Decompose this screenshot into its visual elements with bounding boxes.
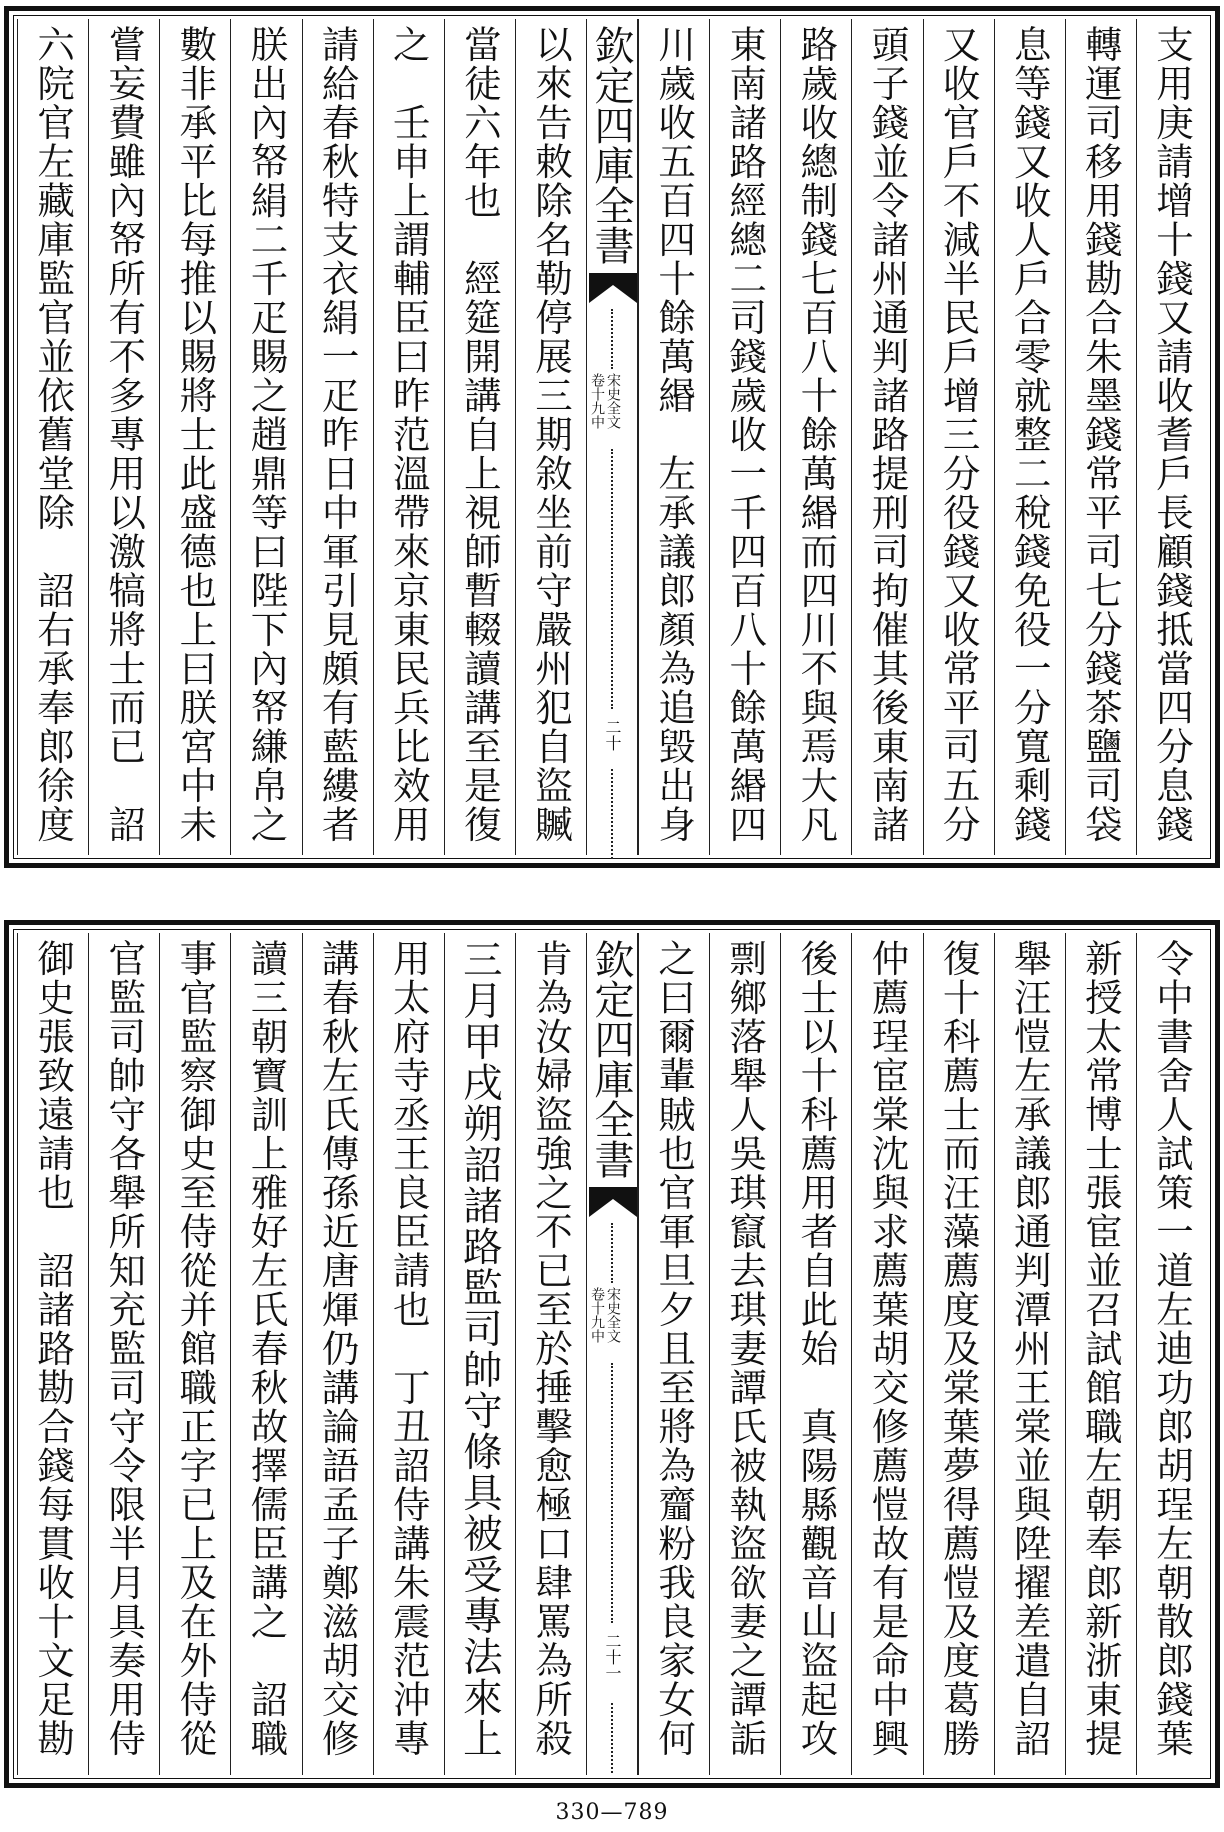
spine-dashed-rule xyxy=(611,1363,615,1623)
column-top-l3 xyxy=(373,19,444,855)
column-bottom-r5 xyxy=(851,933,922,1775)
spine-volume: 卷十九中 xyxy=(589,373,605,429)
column-text: 轉運司移用錢勘合朱墨錢常平司七分錢茶鹽司袋 xyxy=(1078,25,1123,844)
column-bottom-r8 xyxy=(638,933,709,1775)
column-text: 息等錢又收人戶合零就整二稅錢免役一分寬剩錢 xyxy=(1007,25,1052,844)
column-top-l5 xyxy=(230,19,301,855)
column-bottom-r4 xyxy=(923,933,994,1775)
spine-top xyxy=(586,19,638,855)
spine-page-marker: 二十 xyxy=(603,719,622,751)
column-text: 三月甲戌朔詔諸路監司帥守條具被受專法來上 xyxy=(456,939,503,1759)
column-bottom-l6 xyxy=(159,933,230,1775)
column-text: 令中書舍人試策一道左迪功郎胡珵左朝散郎錢葉 xyxy=(1150,939,1194,1758)
page-top xyxy=(4,6,1220,868)
column-text: 剽鄉落舉人吳琪竄去琪妻譚氏被執盜欲妻之譚詬 xyxy=(723,939,768,1758)
column-top-l7 xyxy=(88,19,159,855)
fish-tail-mark-icon xyxy=(589,273,637,303)
column-top-r6 xyxy=(780,19,851,855)
column-bottom-r7 xyxy=(709,933,780,1775)
column-top-r7 xyxy=(709,19,780,855)
column-top-l2 xyxy=(444,19,515,855)
column-text: 之曰爾輩賊也官軍旦夕且至將為齏粉我良家女何 xyxy=(652,939,697,1758)
column-text: 之 壬申上謂輔臣曰昨范溫帶來京東民兵比效用 xyxy=(386,25,431,844)
page-number: 330—789 xyxy=(555,1800,669,1825)
column-text: 川歲收五百四十餘萬緡 左承議郎顏為追毀出身 xyxy=(652,25,697,844)
column-bottom-l1 xyxy=(515,933,586,1775)
column-text: 肯為汝婦盜強之不已至於捶擊愈極口肆罵為所殺 xyxy=(529,939,573,1758)
column-text: 後士以十科薦用者自此始 真陽縣觀音山盜起攻 xyxy=(794,939,839,1758)
column-text: 當徒六年也 經筵開講自上視師暫輟讀講至是復 xyxy=(457,25,502,844)
column-text: 六院官左藏庫監官並依舊堂除 詔右承奉郎徐度 xyxy=(31,25,76,844)
column-bottom-l5 xyxy=(230,933,301,1775)
spine-dashed-rule xyxy=(611,769,615,859)
column-text: 新授太常博士張宦並召試館職左朝奉郎新浙東提 xyxy=(1078,939,1123,1758)
column-text: 舉汪愷左承議郎通判潭州王棠並與陞擢差遣自詔 xyxy=(1007,939,1052,1758)
spine-title: 欽定四庫全書 xyxy=(588,25,634,265)
spine-dashed-rule xyxy=(611,1223,615,1283)
column-text: 仲薦珵宦棠沈與求薦葉胡交修薦愷故有是命中興 xyxy=(865,939,910,1758)
column-text: 朕出內帑絹二千疋賜之趙鼎等曰陛下內帑縑帛之 xyxy=(244,25,289,844)
spine-book-name: 宋史全文 xyxy=(605,1287,621,1343)
column-top-r3 xyxy=(994,19,1065,855)
column-bottom-l8 xyxy=(17,933,88,1775)
column-text: 御史張致遠請也 詔諸路勘合錢每貫收十文足勘 xyxy=(31,939,76,1758)
column-text: 東南諸路經總二司錢歲收一千四百八十餘萬緡四 xyxy=(723,25,768,844)
spine-dashed-rule xyxy=(611,1703,615,1773)
column-bottom-r2 xyxy=(1065,933,1136,1775)
column-bottom-r6 xyxy=(780,933,851,1775)
spine-title: 欽定四庫全書 xyxy=(588,939,634,1179)
column-top-r1 xyxy=(1136,19,1207,855)
column-text: 支用庚請增十錢又請收耆戶長顧錢抵當四分息錢 xyxy=(1150,25,1194,844)
spine-page-marker: 二十一 xyxy=(603,1633,622,1681)
page-bottom xyxy=(4,920,1220,1788)
column-text: 復十科薦士而汪藻薦度及棠葉夢得薦愷及度葛勝 xyxy=(936,939,981,1758)
column-text: 讀三朝寶訓上雅好左氏春秋故擇儒臣講之 詔職 xyxy=(244,939,289,1758)
spine-dashed-rule xyxy=(611,449,615,709)
fish-tail-mark-icon xyxy=(589,1187,637,1217)
text-columns-bottom xyxy=(17,933,1207,1775)
column-text: 講春秋左氏傳孫近唐煇仍講論語孟子鄭滋胡交修 xyxy=(315,939,360,1758)
column-top-r2 xyxy=(1065,19,1136,855)
spine-book-name: 宋史全文 xyxy=(605,373,621,429)
spine-volume: 卷十九中 xyxy=(589,1287,605,1343)
column-text: 事官監察御史至侍從并館職正字已上及在外侍從 xyxy=(173,939,218,1758)
column-text: 以來告敕除名勒停展三期敘坐前守嚴州犯自盜贓 xyxy=(529,25,573,844)
column-text: 用太府寺丞王良臣請也 丁丑詔侍講朱震范沖專 xyxy=(386,939,431,1758)
column-top-l6 xyxy=(159,19,230,855)
column-text: 頭子錢並令諸州通判諸路提刑司拘催其後東南諸 xyxy=(865,25,910,844)
column-text: 請給春秋特支衣絹一疋昨日中軍引見頗有藍縷者 xyxy=(315,25,360,844)
column-bottom-l3 xyxy=(373,933,444,1775)
column-text: 路歲收總制錢七百八十餘萬緡而四川不與焉大凡 xyxy=(794,25,839,844)
column-text: 數非承平比每推以賜將士此盛德也上曰朕宮中未 xyxy=(173,25,218,844)
column-bottom-l4 xyxy=(302,933,373,1775)
column-top-l4 xyxy=(302,19,373,855)
spine-bottom xyxy=(586,933,638,1775)
spine-dashed-rule xyxy=(611,309,615,369)
column-bottom-l7 xyxy=(88,933,159,1775)
column-top-r5 xyxy=(851,19,922,855)
column-bottom-l2 xyxy=(444,933,515,1775)
column-text: 又收官戶不減半民戶增三分役錢又收常平司五分 xyxy=(936,25,981,844)
column-text: 官監司帥守各舉所知充監司守令限半月具奏用侍 xyxy=(102,939,147,1758)
column-top-r8 xyxy=(638,19,709,855)
column-top-l1 xyxy=(515,19,586,855)
column-bottom-r1 xyxy=(1136,933,1207,1775)
column-text: 嘗妄費雖內帑所有不多專用以激犒將士而已 詔 xyxy=(102,25,147,844)
column-top-r4 xyxy=(923,19,994,855)
column-bottom-r3 xyxy=(994,933,1065,1775)
column-top-l8 xyxy=(17,19,88,855)
text-columns-top xyxy=(17,19,1207,855)
